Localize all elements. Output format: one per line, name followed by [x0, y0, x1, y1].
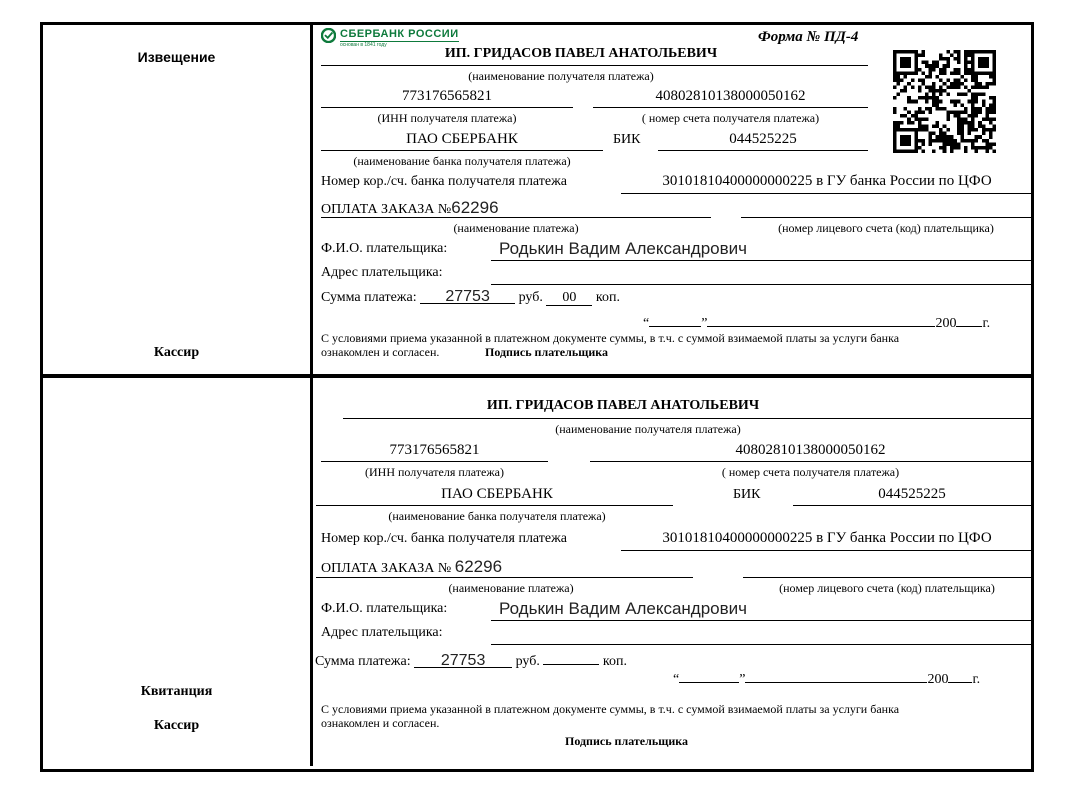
- payer-label: Ф.И.О. плательщика:: [321, 241, 448, 256]
- personal-account-line: [741, 217, 1031, 218]
- account-value: 40802810138000050162: [735, 442, 886, 458]
- bik-underline: [658, 150, 868, 151]
- order-number: 62296: [451, 198, 499, 217]
- payment-name-label: ОПЛАТА ЗАКАЗА №: [321, 202, 452, 217]
- order-number: 62296: [454, 557, 503, 576]
- inn-underline: [321, 107, 573, 108]
- sberbank-logo-text: СБЕРБАНК РОССИИ: [340, 28, 459, 40]
- account-caption: ( номер счета получателя платежа): [641, 111, 820, 125]
- date-year-line: [948, 667, 972, 683]
- year-suffix: г.: [972, 672, 981, 687]
- payer-value: Родькин Вадим Александрович: [499, 239, 748, 258]
- notice-form: [313, 25, 1031, 374]
- corr-account-label: Номер кор./сч. банка получателя платежа: [321, 174, 567, 189]
- receipt-cashier-label: Кассир: [153, 718, 200, 733]
- sberbank-logo-icon: [321, 28, 336, 43]
- address-label: Адрес плательщика:: [321, 625, 443, 640]
- sum-kop-value: 00: [546, 290, 592, 306]
- bank-underline: [321, 150, 603, 151]
- date-month-line: [745, 667, 927, 683]
- sum-label: Сумма платежа:: [321, 290, 417, 305]
- form-number-label: Форма № ПД-4: [758, 29, 859, 45]
- account-underline: [593, 107, 868, 108]
- personal-account-caption: (номер лицевого счета (код) плательщика): [779, 581, 995, 595]
- corr-account-value: 30101810400000000225 в ГУ банка России по ЦФО: [662, 173, 992, 189]
- address-underline: [491, 284, 1031, 285]
- signature-label: Подпись плательщика: [565, 734, 688, 748]
- sberbank-logo: [321, 28, 459, 48]
- inn-value: 773176565821: [402, 88, 492, 104]
- recipient-name: ИП. ГРИДАСОВ ПАВЕЛ АНАТОЛЬЕВИЧ: [444, 46, 718, 61]
- recipient-underline: [343, 418, 1031, 419]
- payment-name-underline: [321, 217, 711, 218]
- sum-label: Сумма платежа:: [315, 654, 411, 669]
- payer-underline: [491, 620, 1031, 621]
- bank-caption: (наименование банка получателя платежа): [388, 509, 606, 523]
- recipient-underline: [321, 65, 868, 66]
- date-row: [643, 311, 990, 332]
- corr-account-label: Номер кор./сч. банка получателя платежа: [321, 531, 567, 546]
- notice-cashier-label: Кассир: [153, 345, 200, 360]
- corr-account-underline: [621, 193, 1031, 194]
- section-receipt: [43, 378, 1031, 766]
- personal-account-caption: (номер лицевого счета (код) плательщика): [778, 221, 994, 235]
- account-value: 40802810138000050162: [655, 88, 806, 104]
- bank-name: ПАО СБЕРБАНК: [406, 131, 518, 147]
- bank-caption: (наименование банка получателя платежа): [353, 154, 571, 168]
- recipient-name: ИП. ГРИДАСОВ ПАВЕЛ АНАТОЛЬЕВИЧ: [486, 398, 760, 413]
- bank-name: ПАО СБЕРБАНК: [441, 486, 553, 502]
- receipt-form: [313, 378, 1031, 766]
- corr-account-underline: [621, 550, 1031, 551]
- section-notice: [43, 25, 1031, 378]
- date-day-line: [679, 667, 739, 683]
- rub-label: руб.: [515, 654, 540, 669]
- bank-underline: [316, 505, 673, 506]
- year-suffix: г.: [982, 316, 991, 331]
- bik-label: БИК: [613, 132, 641, 147]
- rub-label: руб.: [518, 290, 543, 305]
- date-month-line: [707, 311, 935, 327]
- notice-stub: [43, 25, 313, 374]
- sum-kop-value: [543, 649, 599, 665]
- address-underline: [491, 644, 1031, 645]
- bik-label: БИК: [733, 487, 761, 502]
- date-row: [673, 667, 980, 688]
- bik-underline: [793, 505, 1031, 506]
- payer-underline: [491, 260, 1031, 261]
- signature-label: Подпись плательщика: [485, 345, 608, 359]
- payment-caption: (наименование платежа): [448, 581, 574, 595]
- quote-open: “: [673, 672, 680, 687]
- kop-label: коп.: [602, 654, 627, 669]
- terms-line1: С условиями приема указанной в платежном документе суммы, в т.ч. с суммой взимаемой платы за услуги банка: [321, 331, 900, 345]
- sum-rub-value: 27753: [414, 652, 512, 668]
- payment-name-underline: [316, 577, 693, 578]
- sum-row: [321, 288, 620, 306]
- personal-account-line: [743, 577, 1031, 578]
- payer-value: Родькин Вадим Александрович: [499, 599, 748, 618]
- quote-open: “: [643, 316, 650, 331]
- address-label: Адрес плательщика:: [321, 265, 443, 280]
- bik-value: 044525225: [878, 486, 946, 502]
- year-prefix: 200: [935, 316, 957, 331]
- payer-label: Ф.И.О. плательщика:: [321, 601, 448, 616]
- bik-value: 044525225: [729, 131, 797, 147]
- inn-value: 773176565821: [389, 442, 480, 458]
- year-prefix: 200: [927, 672, 949, 687]
- sum-row: [315, 649, 627, 670]
- sberbank-logo-tagline: основан в 1841 году: [340, 42, 387, 48]
- sum-rub-value: 27753: [420, 288, 515, 304]
- inn-underline: [321, 461, 548, 462]
- inn-caption: (ИНН получателя платежа): [365, 465, 504, 479]
- notice-stub-title: Извещение: [137, 49, 216, 65]
- account-caption: ( номер счета получателя платежа): [721, 465, 900, 479]
- recipient-caption: (наименование получателя платежа): [468, 69, 654, 83]
- terms-line2: ознакомлен и согласен.: [321, 716, 440, 730]
- kop-label: коп.: [595, 290, 620, 305]
- qr-code: [893, 50, 996, 153]
- recipient-caption: (наименование получателя платежа): [555, 422, 741, 436]
- receipt-stub: [43, 378, 313, 766]
- receipt-stub-title: Квитанция: [140, 684, 213, 699]
- corr-account-value: 30101810400000000225 в ГУ банка России по ЦФО: [662, 530, 992, 546]
- payment-name-label: ОПЛАТА ЗАКАЗА №: [321, 561, 452, 576]
- payment-caption: (наименование платежа): [453, 221, 579, 235]
- payment-name: [321, 557, 502, 577]
- quote-close: ”: [739, 672, 746, 687]
- payment-name: [321, 198, 499, 218]
- quote-close: ”: [701, 316, 708, 331]
- account-underline: [590, 461, 1031, 462]
- form-table: [40, 22, 1034, 772]
- terms-line2: ознакомлен и согласен.: [321, 345, 440, 359]
- inn-caption: (ИНН получателя платежа): [377, 111, 517, 125]
- date-day-line: [649, 311, 701, 327]
- date-year-line: [956, 311, 982, 327]
- terms-line1: С условиями приема указанной в платежном документе суммы, в т.ч. с суммой взимаемой платы за услуги банка: [321, 702, 900, 716]
